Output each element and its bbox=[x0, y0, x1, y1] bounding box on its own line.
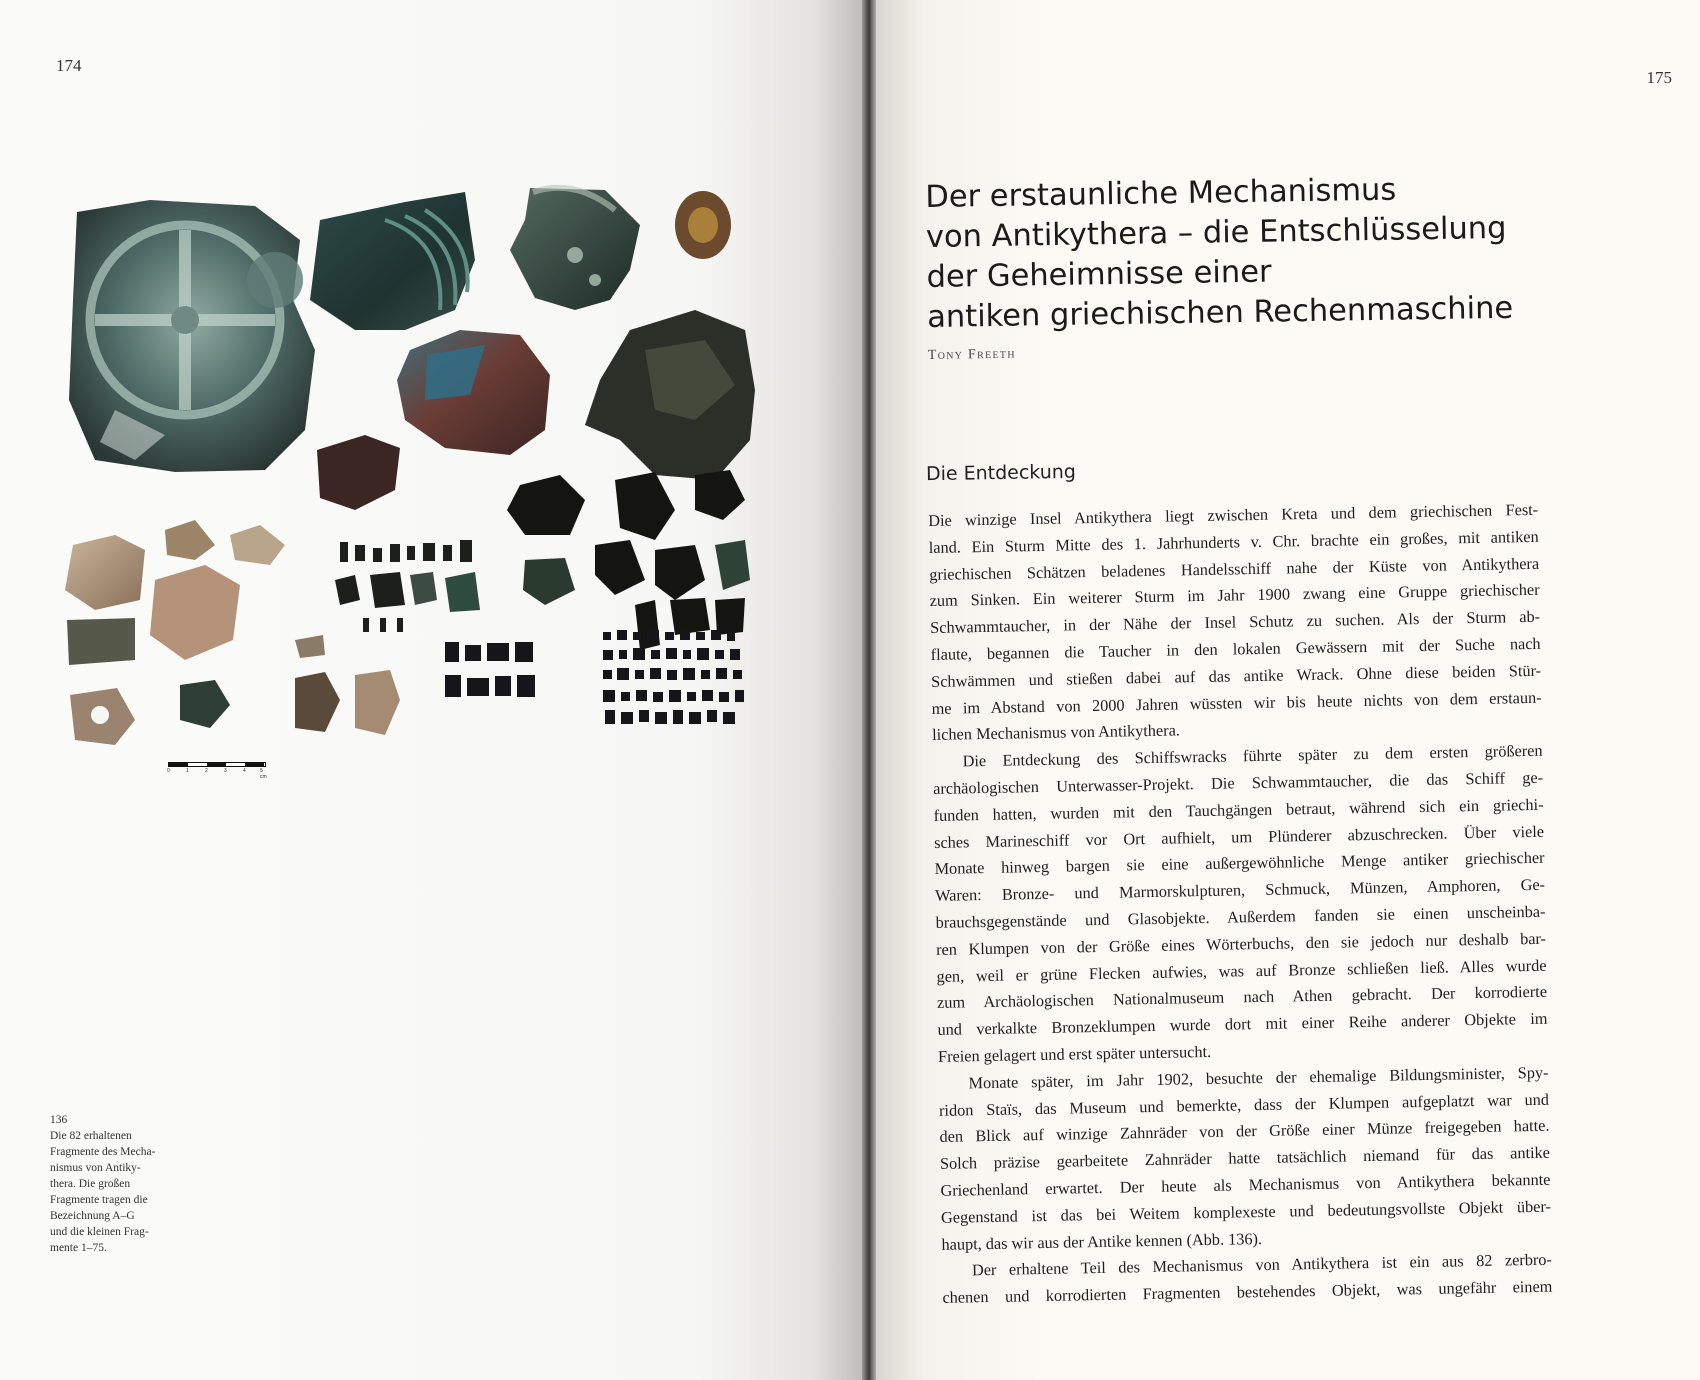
body-line: gen, weil er grüne Flecken aufwies, was auf Bronze schließen ließ. Alles wurde bbox=[936, 955, 1547, 986]
body-line: Freien gelagert und erst später untersucht. bbox=[937, 1041, 1212, 1066]
chapter-title-line: antiken griechischen Rechenmaschine bbox=[926, 290, 1514, 335]
body-text bbox=[928, 497, 1553, 1312]
fragment-a bbox=[69, 200, 315, 472]
caption-line: Fragmente tragen die bbox=[50, 1194, 148, 1206]
fragment-group-small-dark bbox=[335, 540, 480, 632]
page-number-right: 175 bbox=[1646, 68, 1672, 87]
caption-line: und die kleinen Frag- bbox=[50, 1226, 149, 1238]
scale-bar bbox=[168, 762, 268, 778]
caption-line: thera. Die großen bbox=[50, 1178, 131, 1190]
caption-line: mente 1–75. bbox=[50, 1242, 107, 1254]
body-line: zum Archäologischen Nationalmuseum nach Athen gebracht. Der korrodierte bbox=[936, 982, 1548, 1013]
body-line: Monate hinweg bargen sie eine außergewöhnliche Menge antiker griechischer bbox=[934, 848, 1545, 879]
caption-line: Bezeichnung A–G bbox=[50, 1210, 135, 1222]
fragment-c bbox=[510, 188, 640, 310]
page-number-left: 174 bbox=[56, 56, 82, 75]
fragment-f bbox=[317, 435, 400, 510]
body-line: Die Entdeckung des Schiffswracks führte später zu dem ersten größeren bbox=[962, 740, 1543, 771]
chapter-title-line: der Geheimnisse einer bbox=[926, 254, 1272, 295]
body-line: zum Sinken. Ein weiterer Sturm im Jahr 1900 zwang eine Gruppe griechischer bbox=[929, 580, 1540, 611]
scale-label-5cm: 5 cm bbox=[260, 768, 267, 780]
body-line: Schwämmen und stießen dabei auf das antike Wrack. Ohne diese beiden Stür- bbox=[931, 660, 1542, 691]
section-heading: Die Entdeckung bbox=[925, 460, 1077, 486]
body-line: griechischen Schätzen beladenes Handelsschiff nahe der Küste von Antikythera bbox=[929, 553, 1540, 584]
body-line: sches Marineschiff vor Ort aufhielt, um Plünderer abzuschrecken. Über viele bbox=[933, 821, 1545, 852]
body-line: Monate später, im Jahr 1902, besuchte der ehemalige Bildungsminister, Spy- bbox=[968, 1062, 1549, 1093]
fragment-b bbox=[310, 192, 475, 330]
fragment-group-right-dark bbox=[507, 470, 750, 650]
body-line: brauchsgegenstände und Glasobjekte. Außerdem fanden sie einen unscheinba- bbox=[935, 901, 1546, 932]
scale-label-4: 4 bbox=[243, 768, 246, 774]
body-line: land. Ein Sturm Mitte des 1. Jahrhunderts v. Chr. brachte ein großes, mit antiken bbox=[928, 526, 1539, 557]
body-line: chenen und korrodierten Fragmenten bestehendes Objekt, was ungefähr einem bbox=[942, 1276, 1553, 1307]
body-line: ridon Staïs, das Museum und bemerkte, dass der Klumpen aufgeplatzt war und bbox=[938, 1089, 1550, 1120]
scale-bar-ruler bbox=[168, 762, 266, 767]
chapter-title-block bbox=[925, 168, 1568, 364]
body-line: und verkalkte Bronzeklumpen wurde dort mit einer Reihe anderer Objekte im bbox=[937, 1008, 1548, 1040]
body-line: Gegenstand ist das bei Weitem komplexeste und bedeutungsvollste Objekt über- bbox=[940, 1196, 1552, 1227]
scale-label-1: 1 bbox=[186, 768, 189, 774]
body-line: Griechenland erwartet. Der heute als Mechanismus von Antikythera bekannte bbox=[940, 1169, 1551, 1200]
body-line: flaute, begannen die Taucher in den lokalen Gewässern mit der Suche nach bbox=[930, 633, 1541, 664]
body-line: archäologischen Unterwasser-Projekt. Die Schwammtaucher, die das Schiff ge- bbox=[932, 767, 1544, 798]
scale-label-2: 2 bbox=[205, 768, 208, 774]
fragment-d bbox=[397, 330, 550, 455]
chapter-title-line: Der erstaunliche Mechanismus bbox=[925, 172, 1397, 215]
body-line: haupt, das wir aus der Antike kennen (Abb. 136). bbox=[941, 1228, 1263, 1254]
body-line: me im Abstand von 2000 Jahren wüssten wir bis heute nichts von dem erstaun- bbox=[931, 687, 1542, 718]
fragment-group-tiny bbox=[445, 630, 744, 724]
caption-line: Die 82 erhaltenen bbox=[50, 1130, 132, 1142]
body-line: den Blick auf winzige Zahnräder von der Größe einer Münze freigegeben hatte. bbox=[939, 1116, 1550, 1147]
caption-line: nismus von Antiky- bbox=[50, 1162, 141, 1174]
body-line: lichen Mechanismus von Antikythera. bbox=[931, 720, 1181, 745]
body-line: Solch präzise gearbeitete Zahnräder hatte tatsächlich niemand für das antike bbox=[939, 1142, 1551, 1174]
fragments-photo bbox=[55, 180, 815, 770]
scale-label-3: 3 bbox=[224, 768, 227, 774]
chapter-title-line: von Antikythera – die Entschlüsselung bbox=[925, 210, 1507, 255]
author-name: Tony Freeth bbox=[927, 346, 1016, 363]
body-line: Schwammtaucher, in der Nähe der Insel Schutz zu suchen. Als der Sturm ab- bbox=[930, 606, 1541, 638]
caption-line: 136 bbox=[50, 1114, 68, 1126]
body-line: ren Klumpen von der Größe eines Wörterbuchs, den sie jedoch nur deshalb bar- bbox=[935, 928, 1547, 959]
fragment-group-beige bbox=[65, 520, 400, 745]
body-line: funden hatten, wurden mit den Tauchgängen betraut, während sich ein griechi- bbox=[933, 794, 1544, 825]
scale-label-0: 0 bbox=[167, 768, 170, 774]
body-line: Waren: Bronze- und Marmorskulpturen, Schmuck, Münzen, Amphoren, Ge- bbox=[934, 874, 1546, 906]
body-line: Der erhaltene Teil des Mechanismus von Antikythera ist ein aus 82 zerbro- bbox=[971, 1250, 1553, 1280]
body-line: Die winzige Insel Antikythera liegt zwischen Kreta und dem griechischen Fest- bbox=[928, 499, 1539, 530]
figure-caption bbox=[50, 1112, 190, 1256]
fragment-e bbox=[585, 310, 755, 480]
caption-line: Fragmente des Mecha- bbox=[50, 1146, 156, 1158]
